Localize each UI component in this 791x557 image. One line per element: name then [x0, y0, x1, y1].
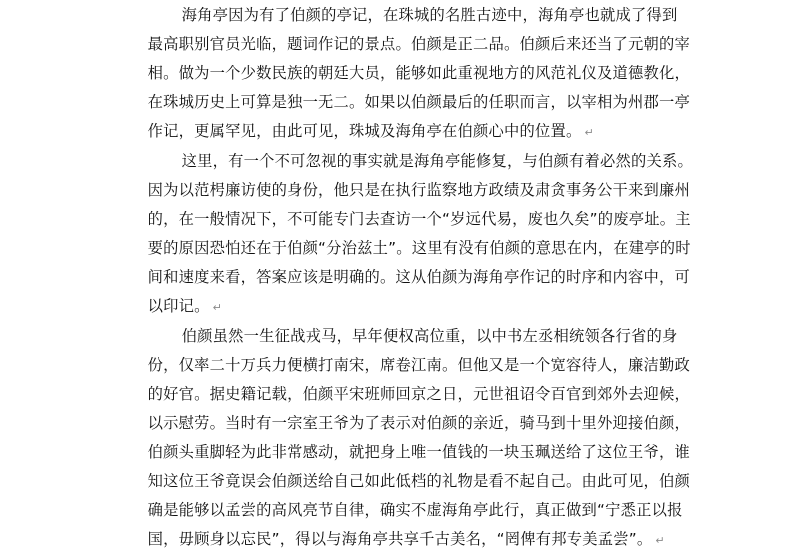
- paragraph-line: 的，在一般情况下，不可能专门去查访一个“岁远代易，废也久矣”的废亭址。主: [147, 210, 691, 228]
- paragraph-line: [117, 292, 677, 322]
- paragraph-mark-icon: ↵: [584, 126, 594, 139]
- paragraph-line: 海角亭因为有了伯颜的亭记，在珠城的名胜古迹中，海角亭也就成了得到: [181, 6, 678, 24]
- paragraph-mark-icon: ↵: [212, 301, 223, 314]
- paragraph-line: 确是能够以孟尝的高风亮节自律，确实不虚海角亭此行，真正做到“宁悉正以报: [147, 501, 683, 519]
- paragraph-line-text: 以印记。: [147, 297, 210, 315]
- paragraph-line: [117, 525, 677, 555]
- paragraph-line: 伯颜头重脚轻为此非常感动，就把身上唯一值钱的一块玉珮送给了这位王爷，谁: [147, 443, 690, 461]
- paragraph-line: 以示慰劳。当时有一宗室王爷为了表示对伯颜的亲近，骑马到十里外迎接伯颜，: [147, 414, 690, 432]
- paragraph-line: 要的原因恐怕还在于伯颜“分治兹土”。这里有没有伯颜的意思在内，在建亭的时: [147, 239, 691, 257]
- paragraph-line: [117, 117, 677, 147]
- paragraph-mark-icon: ↵: [655, 534, 665, 547]
- paragraph-line: 份，仅率二十万兵力便横打南宋，席卷江南。但他又是一个宽容待人，廉洁勤政: [147, 356, 690, 374]
- paragraph-line: 知这位王爷竟误会伯颜送给自己如此低档的礼物是看不起自己。由此可见，伯颜: [147, 472, 690, 490]
- paragraph-line: 间和速度来看，答案应该是明确的。这从伯颜为海角亭作记的时序和内容中，可: [147, 268, 690, 286]
- paragraph-line: 相。做为一个少数民族的朝廷大员，能够如此重视地方的风范礼仪及道德教化，: [147, 64, 690, 82]
- paragraph-1: [117, 1, 690, 147]
- paragraph-line: 在珠城历史上可算是独一无二。如果以伯颜最后的任职而言，以宰相为州郡一亭: [147, 93, 690, 111]
- paragraph-line-text: 国，毋顾身以忘民”，得以与海角亭共享千古美名，“罔俾有邦专美孟尝”。: [147, 530, 653, 548]
- paragraph-2: [117, 147, 693, 322]
- document-body: [117, 1, 693, 555]
- paragraph-line-text: 作记，更属罕见，由此可见，珠城及海角亭在伯颜心中的位置。: [147, 122, 582, 140]
- paragraph-line: 这里，有一个不可忽视的事实就是海角亭能修复，与伯颜有着必然的关系。: [181, 152, 693, 170]
- paragraph-line: 的好官。据史籍记载，伯颜平宋班师回京之日，元世祖诏令百官到郊外去迎候，: [147, 385, 690, 403]
- paragraph-line: 因为以范枵廉访使的身份，他只是在执行监察地方政绩及肃贪事务公干来到廉州: [147, 181, 690, 199]
- paragraph-3: [117, 322, 690, 555]
- paragraph-line: 伯颜虽然一生征战戎马，早年便权高位重，以中书左丞相统领各行省的身: [181, 327, 678, 345]
- paragraph-line: 最高职别官员光临，题词作记的景点。伯颜是正二品。伯颜后来还当了元朝的宰: [147, 35, 690, 53]
